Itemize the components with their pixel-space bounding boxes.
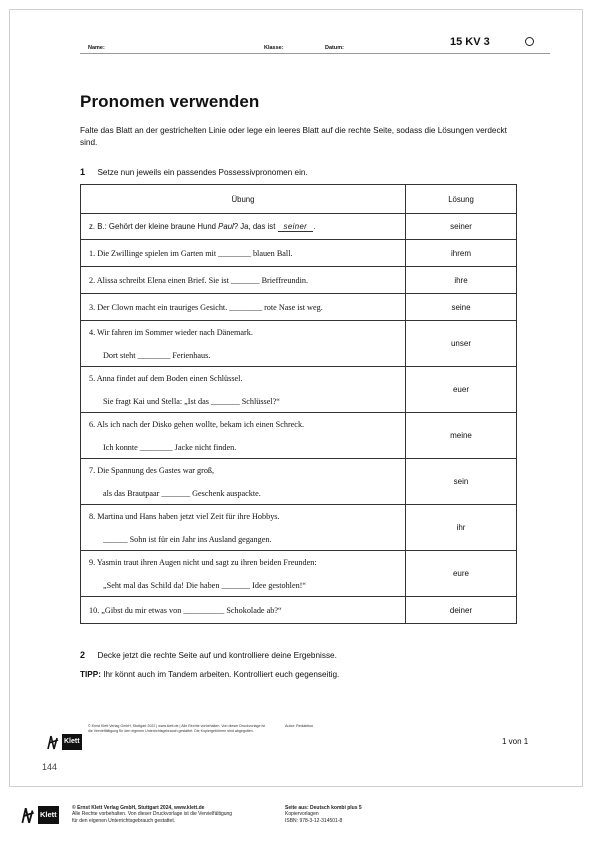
task-1-text: Setze nun jeweils ein passendes Possessivpronomen ein. bbox=[97, 168, 308, 177]
exercise-cell bbox=[81, 240, 406, 267]
exercise-line-2: Sie fragt Kai und Stella: „Ist das _______ Schlüssel?“ bbox=[103, 396, 280, 406]
bottom-copyright-line2: Alle Rechte vorbehalten. Von dieser Druckvorlage ist die Vervielfältigung bbox=[72, 811, 233, 818]
exercise-cell bbox=[81, 267, 406, 294]
solution-cell: deiner bbox=[406, 597, 517, 624]
solution-cell: ihrem bbox=[406, 240, 517, 267]
table-row bbox=[81, 551, 517, 597]
inner-copyright: © Ernst Klett Verlag GmbH, Stuttgart 2022 | www.klett.de | Alle Rechte vorbehalten. Von dieser Druckvorlage ist die Vervielfältigung für den eigenen Unterrichtsgebrauch gestattet. Die Kopiergebühren sind abgegolten. bbox=[88, 724, 266, 733]
bottom-copyright-line1: © Ernst Klett Verlag GmbH, Stuttgart 2024, www.klett.de bbox=[72, 805, 205, 811]
klett-figure-icon bbox=[46, 734, 60, 750]
exercise-cell bbox=[81, 459, 406, 505]
table-row bbox=[81, 240, 517, 267]
example-suffix: . bbox=[313, 222, 316, 231]
exercise-line: 8. Martina und Hans haben jetzt viel Zeit für ihre Hobbys. bbox=[89, 511, 280, 521]
solution-cell: ihre bbox=[406, 267, 517, 294]
solution-cell: meine bbox=[406, 413, 517, 459]
exercise-line-2: ______ Sohn ist für ein Jahr ins Ausland gegangen. bbox=[103, 534, 272, 544]
circle-icon bbox=[525, 37, 534, 46]
page-of: 1 von 1 bbox=[502, 737, 529, 746]
exercise-cell bbox=[81, 367, 406, 413]
exercise-line: 10. „Gibst du mir etwas von __________ Schokolade ab?“ bbox=[89, 605, 282, 615]
example-solution: seiner bbox=[406, 214, 517, 240]
exercise-cell bbox=[81, 597, 406, 624]
tipp-text: Ihr könnt auch im Tandem arbeiten. Kontrolliert euch gegenseitig. bbox=[100, 670, 340, 679]
exercise-line: 2. Alissa schreibt Elena einen Brief. Sie ist _______ Brieffreundin. bbox=[89, 275, 309, 285]
page-number: 144 bbox=[42, 762, 58, 772]
name-label: Name: bbox=[88, 45, 105, 51]
tipp bbox=[80, 670, 339, 679]
example-cell bbox=[81, 214, 406, 240]
bottom-copyright bbox=[72, 805, 232, 824]
solution-cell: euer bbox=[406, 367, 517, 413]
bottom-klett-logo bbox=[20, 806, 59, 824]
task-1-number: 1 bbox=[80, 167, 86, 177]
exercise-line: 6. Als ich nach der Disko gehen wollte, bekam ich einen Schreck. bbox=[89, 419, 305, 429]
exercise-cell bbox=[81, 551, 406, 597]
exercise-line-2: Dort steht ________ Ferienhaus. bbox=[103, 350, 211, 360]
table-row bbox=[81, 413, 517, 459]
intro-text: Falte das Blatt an der gestrichelten Linie oder lege ein leeres Blatt auf die rechte Seite, sodass die Lösungen verdeckt sind. bbox=[80, 126, 507, 147]
header-line bbox=[80, 53, 550, 54]
bottom-source-line1: Seite aus: Deutsch kombi plus 5 bbox=[285, 805, 362, 811]
exercise-cell bbox=[81, 413, 406, 459]
table-row bbox=[81, 294, 517, 321]
exercise-line: 7. Die Spannung des Gastes war groß, bbox=[89, 465, 215, 475]
bottom-copyright-line3: für den eigenen Unterrichtsgebrauch gestattet. bbox=[72, 817, 176, 824]
task-2-text: Decke jetzt die rechte Seite auf und kontrolliere deine Ergebnisse. bbox=[97, 651, 337, 660]
exercise-line-2: „Seht mal das Schild da! Die haben _______ Idee gestohlen!“ bbox=[103, 580, 307, 590]
table-row bbox=[81, 367, 517, 413]
example-prefix: z. B.: Gehört der kleine braune Hund bbox=[89, 222, 219, 231]
col-solution-header: Lösung bbox=[406, 185, 517, 214]
klasse-label: Klasse: bbox=[264, 45, 284, 51]
solution-cell: seine bbox=[406, 294, 517, 321]
exercise-line: 1. Die Zwillinge spielen im Garten mit ________ blauen Ball. bbox=[89, 248, 293, 258]
solution-cell: eure bbox=[406, 551, 517, 597]
klett-logo-text: Klett bbox=[62, 734, 82, 750]
exercise-cell bbox=[81, 294, 406, 321]
solution-cell: sein bbox=[406, 459, 517, 505]
exercise-cell bbox=[81, 321, 406, 367]
bottom-source bbox=[285, 805, 362, 824]
table-row bbox=[81, 267, 517, 294]
solution-cell: unser bbox=[406, 321, 517, 367]
exercise-line-2: als das Brautpaar _______ Geschenk auspackte. bbox=[103, 488, 261, 498]
page-title: Pronomen verwenden bbox=[80, 92, 260, 111]
bottom-klett-logo-text: Klett bbox=[38, 806, 59, 824]
table-row bbox=[81, 321, 517, 367]
table-header-row bbox=[81, 185, 517, 214]
exercise-line: 3. Der Clown macht ein trauriges Gesicht. ________ rote Nase ist weg. bbox=[89, 302, 323, 312]
exercise-line: 5. Anna findet auf dem Boden einen Schlüssel. bbox=[89, 373, 243, 383]
tipp-label: TIPP: bbox=[80, 670, 101, 679]
table-row bbox=[81, 597, 517, 624]
task-2-number: 2 bbox=[80, 650, 86, 660]
col-exercise-header: Übung bbox=[81, 185, 406, 214]
example-answer: seiner bbox=[278, 222, 314, 232]
exercise-line-2: Ich konnte ________ Jacke nicht finden. bbox=[103, 442, 237, 452]
task-1 bbox=[80, 162, 308, 180]
bottom-source-line3: ISBN: 978-3-12-314501-8 bbox=[285, 817, 343, 824]
klett-logo bbox=[46, 734, 82, 750]
table-row bbox=[81, 459, 517, 505]
exercise-cell bbox=[81, 505, 406, 551]
exercise-table bbox=[80, 184, 517, 624]
task-2 bbox=[80, 645, 337, 663]
klett-figure-icon bbox=[20, 806, 36, 824]
table-row bbox=[81, 505, 517, 551]
autor-label: Autor: Redaktion bbox=[285, 724, 314, 728]
example-name: Paul bbox=[218, 222, 234, 231]
solution-cell: ihr bbox=[406, 505, 517, 551]
datum-label: Datum: bbox=[325, 45, 344, 51]
bottom-source-line2: Kopiervorlagen bbox=[285, 811, 319, 818]
example-row bbox=[81, 214, 517, 240]
kv-label: 15 KV 3 bbox=[450, 36, 490, 48]
exercise-line: 9. Yasmin traut ihren Augen nicht und sagt zu ihren beiden Freunden: bbox=[89, 557, 317, 567]
example-middle: ? Ja, das ist bbox=[233, 222, 278, 231]
exercise-line: 4. Wir fahren im Sommer wieder nach Dänemark. bbox=[89, 327, 253, 337]
